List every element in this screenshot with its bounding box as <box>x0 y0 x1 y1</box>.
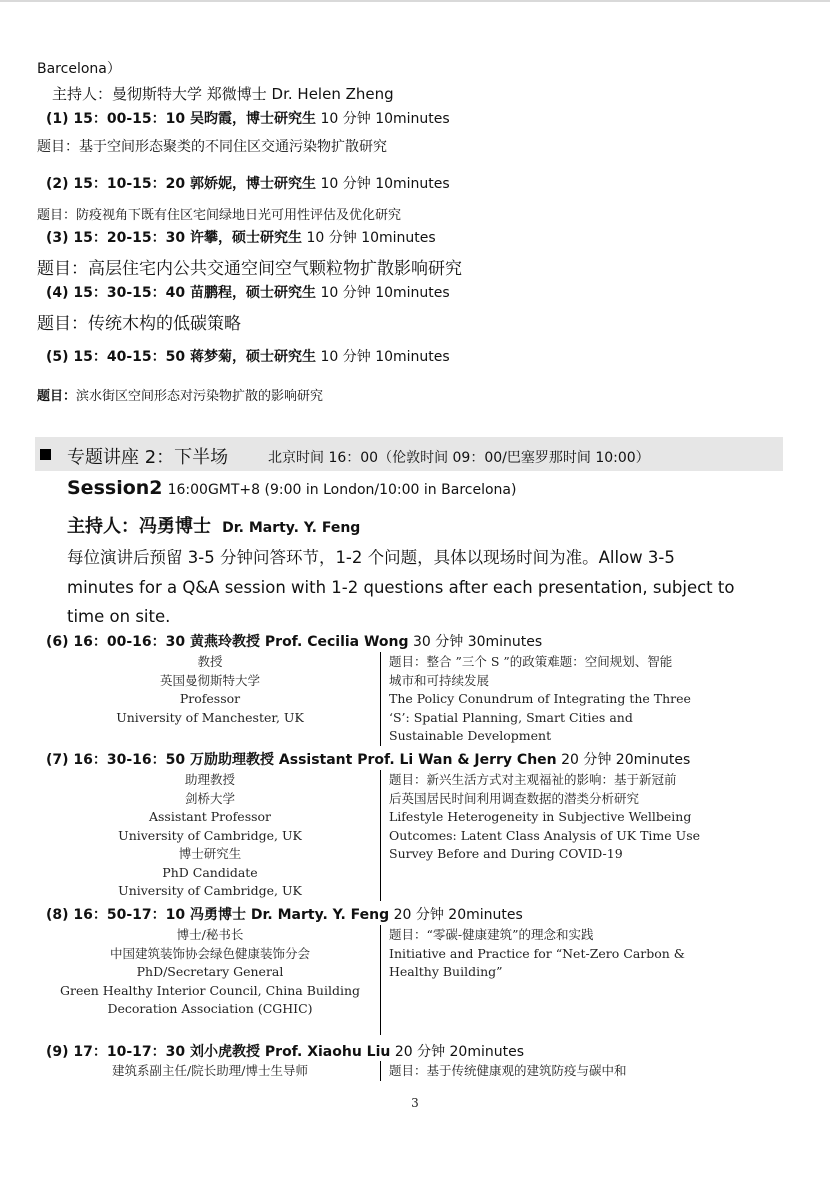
qa-note-line: 每位演讲后预留 3-5 分钟问答环节，1-2 个问题，具体以现场时间为准。Allow 3-5 <box>67 548 675 567</box>
talk-9-speaker: 建筑系副主任/院长助理/博士生导师 <box>112 1063 308 1078</box>
talk-2-title: 题目：防疫视角下既有住区宅间绿地日光可用性评估及优化研究 <box>37 208 402 223</box>
talk-7-head: (7) 16：30-16：50 万励助理教授 Assistant Prof. Li Wan & Jerry Chen 20 分钟 20minutes <box>46 752 691 768</box>
session-label: Session2 <box>67 477 163 499</box>
column-divider <box>380 652 381 746</box>
talk-1-title: 题目：基于空间形态聚类的不同住区交通污染物扩散研究 <box>37 139 387 155</box>
talk-8-topic: 题目：“零碳-健康建筑”的理念和实践 Initiative and Practice for “Net-Zero Carbon & Healthy Building” <box>389 927 685 979</box>
square-bullet-icon <box>40 449 51 460</box>
talk-7-speaker: 助理教授 剑桥大学 Assistant Professor University of Cambridge, UK 博士研究生 PhD Candidate University of Cambridge, UK <box>118 772 302 898</box>
talk-5-title: 题目：滨水街区空间形态对污染物扩散的影响研究 <box>37 389 324 404</box>
host-section <box>67 512 360 538</box>
talk-9-topic: 题目：基于传统健康观的建筑防疫与碳中和 <box>389 1063 627 1078</box>
talk-2-head: (2) 15：10-15：20 郭娇妮，博士研究生 10 分钟 10minutes <box>46 176 450 192</box>
qa-note-line: minutes for a Q&A session with 1-2 questions after each presentation, subject to <box>67 577 735 597</box>
qa-note-line: time on site. <box>67 607 171 626</box>
session-line <box>67 477 516 499</box>
talk-3-title: 题目：高层住宅内公共交通空间空气颗粒物扩散影响研究 <box>37 259 462 279</box>
talk-4-title: 题目：传统木构的低碳策略 <box>37 314 241 334</box>
talk-8-speaker: 博士/秘书长 中国建筑装饰协会绿色健康装饰分会 PhD/Secretary General Green Healthy Interior Council, China Building Decoration Association (CGHIC) <box>60 927 360 1016</box>
host-en: Dr. Marty. Y. Feng <box>222 520 361 536</box>
talk-5-head: (5) 15：40-15：50 蒋梦菊，硕士研究生 10 分钟 10minutes <box>46 349 450 365</box>
qa-note <box>67 543 734 632</box>
host-line: 主持人：曼彻斯特大学 郑微博士 Dr. Helen Zheng <box>52 85 394 103</box>
session-time: 16:00GMT+8 (9:00 in London/10:00 in Barcelona) <box>167 482 517 498</box>
talk-1-head: (1) 15：00-15：10 吴昀霞，博士研究生 10 分钟 10minutes <box>46 111 450 127</box>
talk-6-head: (6) 16：00-16：30 黄燕玲教授 Prof. Cecilia Wong 30 分钟 30minutes <box>46 634 543 650</box>
column-divider <box>380 1061 381 1081</box>
column-divider <box>380 925 381 1035</box>
talk-7-topic: 题目：新兴生活方式对主观福祉的影响：基于新冠前 后英国居民时间利用调查数据的潜类分析研究 Lifestyle Heterogeneity in Subjective Wellbeing Outcomes: Latent Class Analysis of UK Time Use Survey Before and During COVID-19 <box>389 772 701 861</box>
talk-6-speaker: 教授 英国曼彻斯特大学 Professor University of Manchester, UK <box>116 654 304 725</box>
talk-4-head: (4) 15：30-15：40 苗鹏程，硕士研究生 10 分钟 10minutes <box>46 285 450 301</box>
page-number: 3 <box>411 1096 419 1110</box>
talk-3-head: (3) 15：20-15：30 许攀，硕士研究生 10 分钟 10minutes <box>46 230 436 246</box>
column-divider <box>380 770 381 901</box>
continued-text: Barcelona） <box>37 61 121 77</box>
section-time: 北京时间 16：00（伦敦时间 09：00/巴塞罗那时间 10:00） <box>268 450 650 466</box>
host-cn: 主持人：冯勇博士 <box>67 516 211 537</box>
talk-6-topic: 题目：整合 ”三个 S ”的政策难题：空间规划、智能 城市和可持续发展 The Policy Conundrum of Integrating the Three ‘S’: Spatial Planning, Smart Cities and Sustainable Development <box>389 654 691 743</box>
section-heading: 专题讲座 2：下半场 <box>67 447 229 468</box>
talk-8-head: (8) 16：50-17：10 冯勇博士 Dr. Marty. Y. Feng 20 分钟 20minutes <box>46 907 523 923</box>
talk-9-head: (9) 17：10-17：30 刘小虎教授 Prof. Xiaohu Liu 20 分钟 20minutes <box>46 1044 525 1060</box>
